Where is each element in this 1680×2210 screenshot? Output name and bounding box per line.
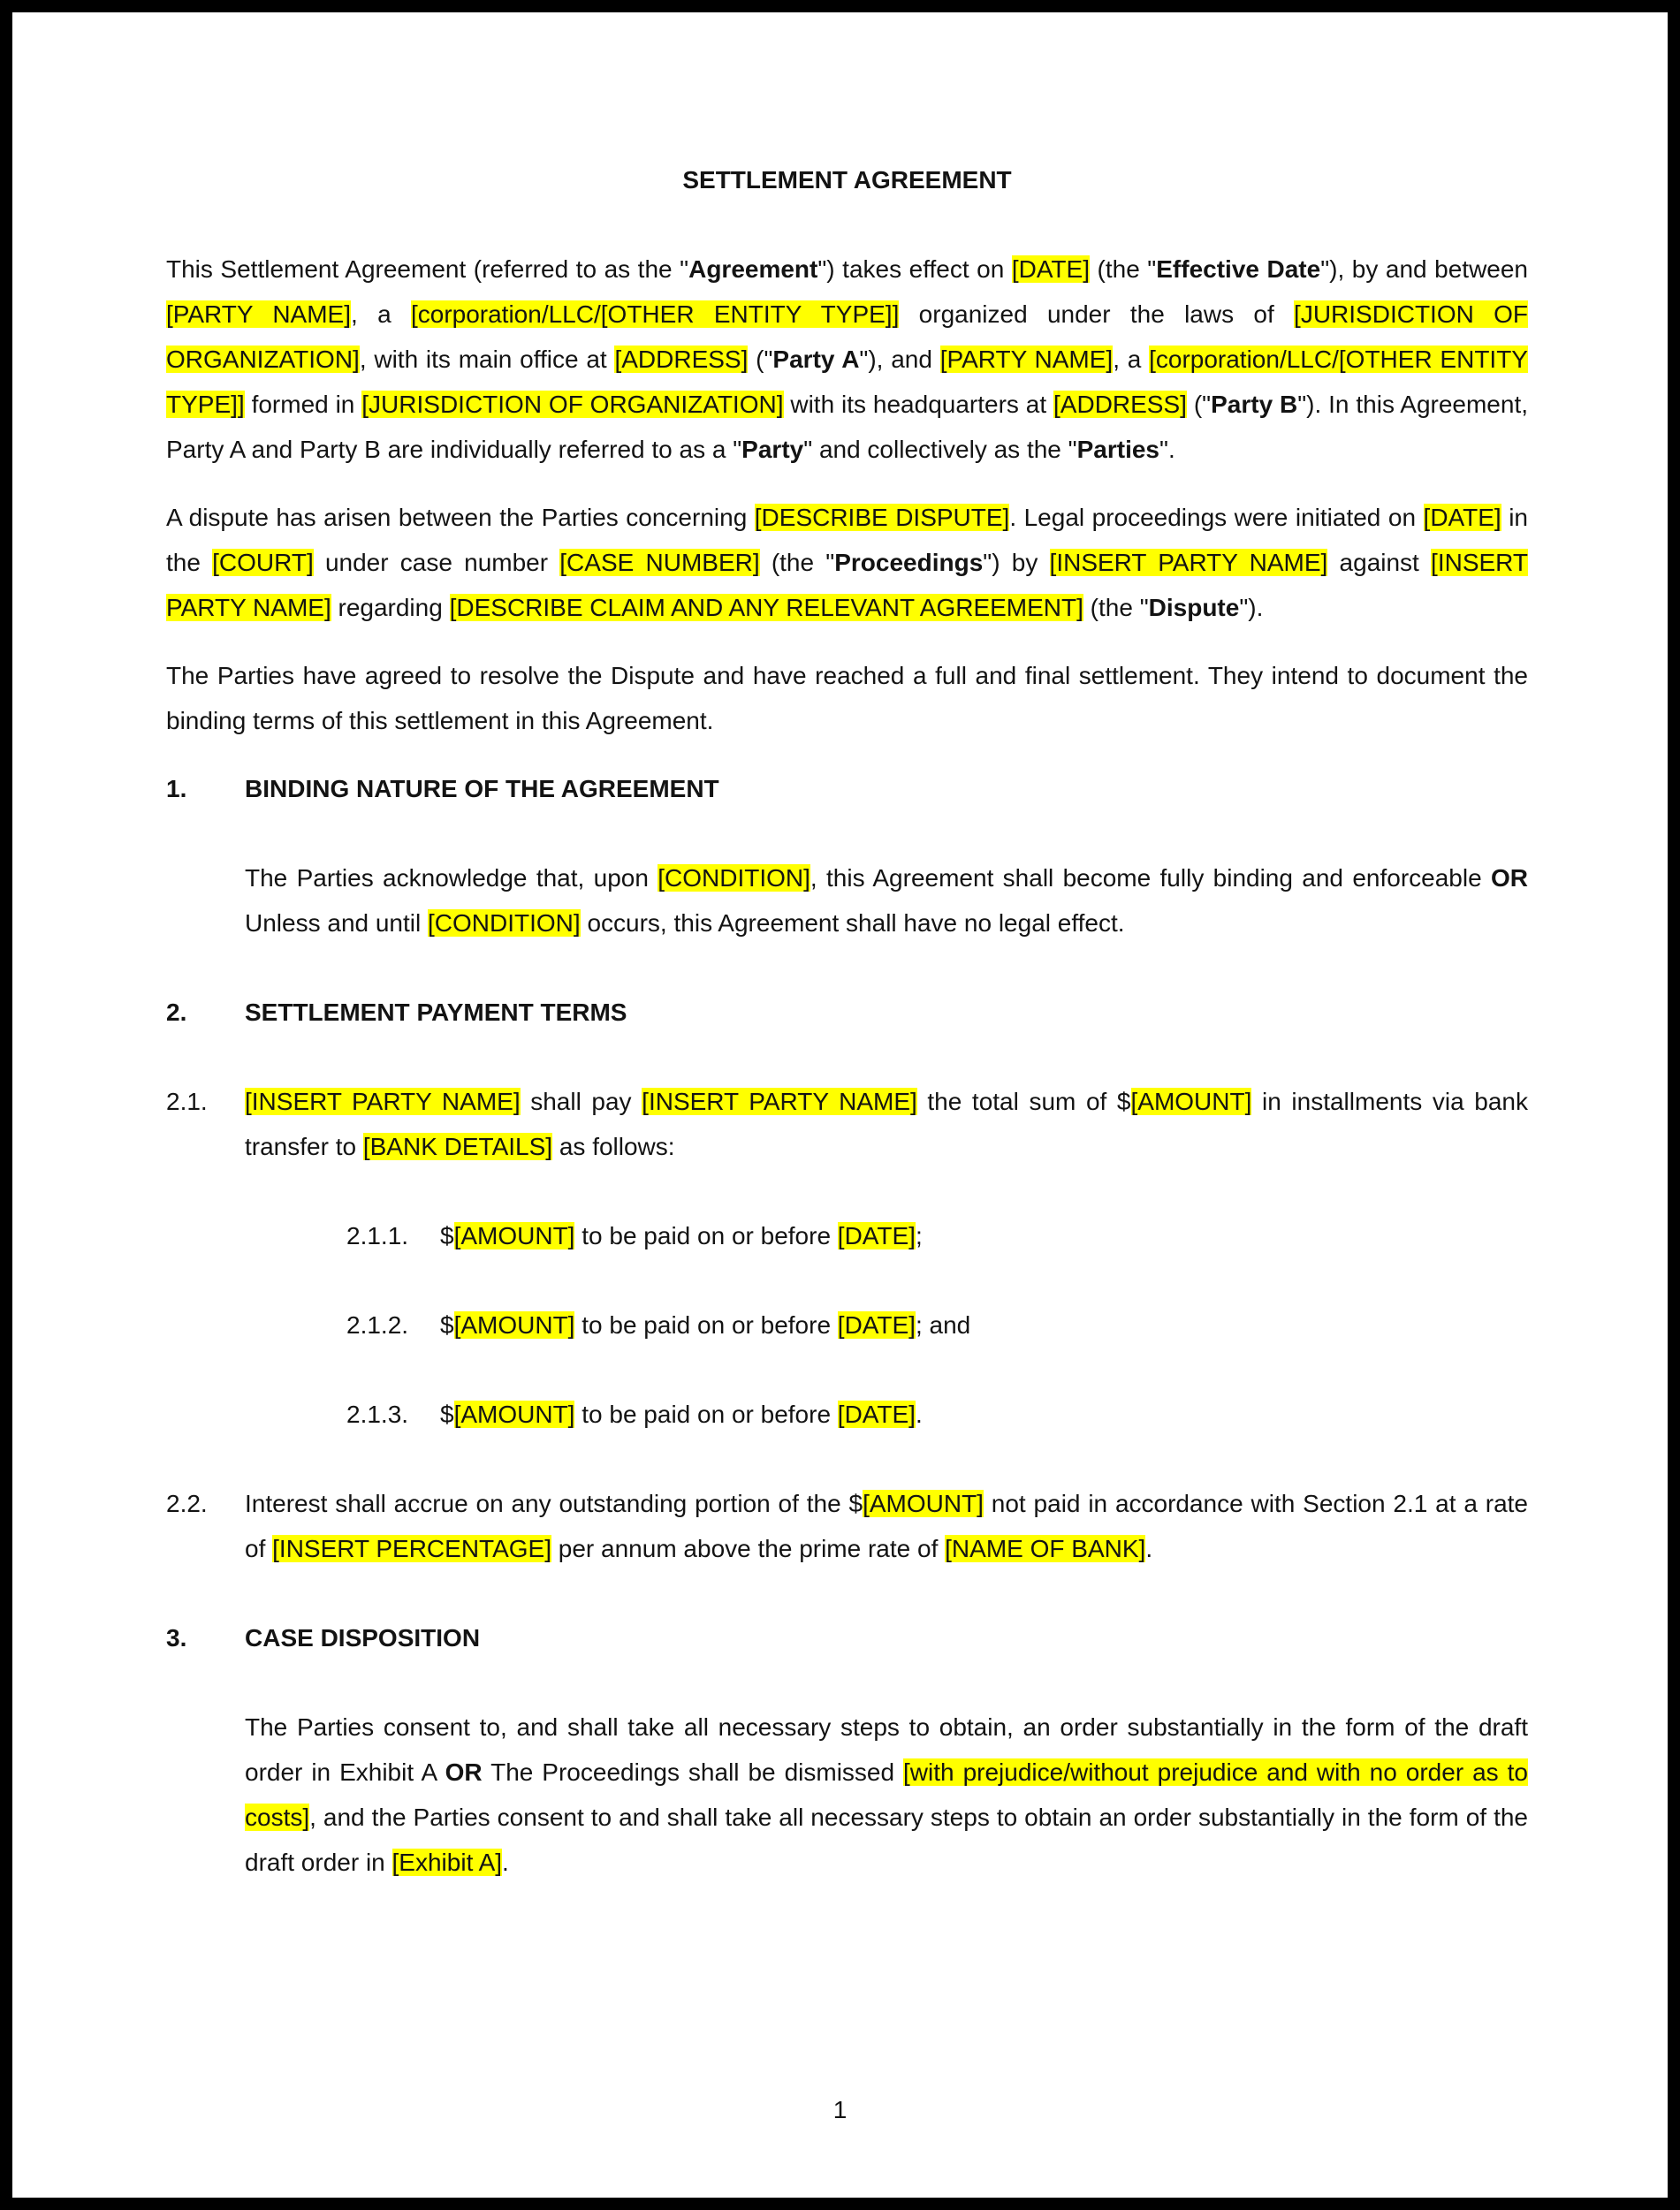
text-run: A dispute has arisen between the Parties concerning xyxy=(166,504,755,531)
text-run: (" xyxy=(1186,391,1212,418)
text-run: per annum above the prime rate of xyxy=(551,1535,946,1562)
section-2-title: SETTLEMENT PAYMENT TERMS xyxy=(245,999,627,1026)
clause-2-1-number: 2.1. xyxy=(166,1088,208,1115)
clause-2-1-2-text xyxy=(440,1302,1528,1348)
placeholder-highlight: [INSERT PARTY NAME] xyxy=(642,1088,917,1115)
text-run: ; and xyxy=(915,1311,971,1339)
clause-2-1-2-number: 2.1.2. xyxy=(346,1311,409,1339)
placeholder-highlight: [INSERT PARTY NAME] xyxy=(1049,549,1328,576)
placeholder-highlight: [PARTY NAME] xyxy=(166,300,352,328)
section-1-heading xyxy=(166,766,1528,811)
placeholder-highlight: [DATE] xyxy=(1423,504,1501,531)
resolution-paragraph xyxy=(166,653,1528,743)
text-run: Interest shall accrue on any outstanding portion of the $ xyxy=(245,1490,863,1517)
text-run: Effective Date xyxy=(1156,255,1321,283)
section-3-title: CASE DISPOSITION xyxy=(245,1624,481,1652)
section-1-title: BINDING NATURE OF THE AGREEMENT xyxy=(245,775,719,802)
placeholder-highlight: [AMOUNT] xyxy=(1130,1088,1252,1115)
text-run: Party B xyxy=(1211,391,1298,418)
text-run: under case number xyxy=(313,549,560,576)
placeholder-highlight: [Exhibit A] xyxy=(391,1849,503,1876)
section-3-heading xyxy=(166,1615,1528,1660)
text-run: "). In this Agreement, Party A and Party B are individually referred to as a " xyxy=(166,391,1529,463)
text-run: ") takes effect on xyxy=(817,255,1012,283)
text-run: , a xyxy=(1113,346,1150,373)
placeholder-highlight: [AMOUNT] xyxy=(863,1490,984,1517)
text-run: to be paid on or before xyxy=(574,1401,838,1428)
clause-2-1-2 xyxy=(346,1302,1528,1348)
clause-2-1 xyxy=(166,1079,1528,1169)
text-run: "), and xyxy=(859,346,940,373)
text-run: OR xyxy=(1490,864,1528,892)
intro-paragraph xyxy=(166,247,1528,472)
clause-2-1-text xyxy=(245,1079,1528,1169)
text-run: (the " xyxy=(1083,594,1149,621)
placeholder-highlight: [COURT] xyxy=(212,549,314,576)
text-run: "). xyxy=(1239,594,1264,621)
text-run: (the " xyxy=(1089,255,1157,283)
text-run: in installments via bank transfer to xyxy=(245,1088,1528,1160)
text-run: . xyxy=(915,1401,923,1428)
placeholder-highlight: [DESCRIBE CLAIM AND ANY RELEVANT AGREEMENT] xyxy=(449,594,1083,621)
section-2-number: 2. xyxy=(166,999,187,1026)
text-run: organized under the laws of xyxy=(899,300,1295,328)
placeholder-highlight: [AMOUNT] xyxy=(453,1311,575,1339)
text-run: Parties xyxy=(1076,436,1159,463)
text-run: , a xyxy=(351,300,411,328)
text-run: (" xyxy=(748,346,773,373)
placeholder-highlight: [CONDITION] xyxy=(658,864,810,892)
text-run: The Parties acknowledge that, upon xyxy=(245,864,658,892)
clause-2-2 xyxy=(166,1481,1528,1571)
placeholder-highlight: [CONDITION] xyxy=(428,909,581,937)
placeholder-highlight: [with prejudice/without prejudice and with no order as to costs] xyxy=(245,1758,1528,1831)
text-run: occurs, this Agreement shall have no legal effect. xyxy=(580,909,1125,937)
text-run: The Parties consent to, and shall take all necessary steps to obtain, an order substantially in the form of the draft order in Exhibit A xyxy=(245,1713,1528,1786)
text-run: shall pay xyxy=(520,1088,642,1115)
text-run: ") by xyxy=(983,549,1050,576)
placeholder-highlight: [ADDRESS] xyxy=(1053,391,1187,418)
section-3-body xyxy=(245,1705,1528,1885)
clause-2-2-number: 2.2. xyxy=(166,1490,208,1517)
text-run: "), by and between xyxy=(1320,255,1529,283)
placeholder-highlight: [INSERT PERCENTAGE] xyxy=(272,1535,551,1562)
section-1-body xyxy=(245,855,1528,946)
placeholder-highlight: [CASE NUMBER] xyxy=(559,549,760,576)
placeholder-highlight: [DATE] xyxy=(837,1401,916,1428)
text-run: against xyxy=(1327,549,1432,576)
clause-2-1-3-text xyxy=(440,1392,1528,1437)
placeholder-highlight: [DATE] xyxy=(837,1311,916,1339)
text-run: to be paid on or before xyxy=(574,1311,838,1339)
page-number: 1 xyxy=(832,2096,848,2123)
text-run: The Proceedings shall be dismissed xyxy=(482,1758,904,1786)
text-run: regarding xyxy=(331,594,450,621)
clause-2-2-text xyxy=(245,1481,1528,1571)
text-run: (the " xyxy=(759,549,835,576)
placeholder-highlight: [DESCRIBE DISPUTE] xyxy=(754,504,1010,531)
text-run: Dispute xyxy=(1148,594,1240,621)
placeholder-highlight: [DATE] xyxy=(837,1222,916,1249)
placeholder-highlight: [INSERT PARTY NAME] xyxy=(245,1088,521,1115)
text-run: The Parties have agreed to resolve the Dispute and have reached a full and final settlement. They intend to document the binding terms of this settlement in this Agreement. xyxy=(166,662,1528,734)
section-1-number: 1. xyxy=(166,775,187,802)
text-run: with its headquarters at xyxy=(783,391,1054,418)
text-run: Party A xyxy=(772,346,860,373)
document-content xyxy=(12,12,1668,1885)
placeholder-highlight: [JURISDICTION OF ORGANIZATION] xyxy=(361,391,784,418)
placeholder-highlight: [DATE] xyxy=(1011,255,1090,283)
clause-2-1-3 xyxy=(346,1392,1528,1437)
text-run: Proceedings xyxy=(834,549,984,576)
text-run: This Settlement Agreement (referred to as the " xyxy=(166,255,689,283)
text-run: in the xyxy=(166,504,1528,576)
text-run: , and the Parties consent to and shall take all necessary steps to obtain an order substantially in the form of the draft order in xyxy=(245,1804,1528,1876)
placeholder-highlight: [PARTY NAME] xyxy=(939,346,1114,373)
text-run: . xyxy=(1145,1535,1153,1562)
text-run: , this Agreement shall become fully binding and enforceable xyxy=(810,864,1491,892)
clause-2-1-1-text xyxy=(440,1213,1528,1258)
clause-2-1-1 xyxy=(346,1213,1528,1258)
section-2-heading xyxy=(166,990,1528,1035)
placeholder-highlight: [corporation/LLC/[OTHER ENTITY TYPE]] xyxy=(410,300,900,328)
text-run: Party xyxy=(741,436,804,463)
text-run: Agreement xyxy=(688,255,818,283)
text-run: . xyxy=(502,1849,509,1876)
placeholder-highlight: [JURISDICTION OF ORGANIZATION] xyxy=(166,300,1529,373)
text-run: $ xyxy=(440,1311,454,1339)
clause-2-1-1-number: 2.1.1. xyxy=(346,1222,409,1249)
text-run: $ xyxy=(440,1222,454,1249)
placeholder-highlight: [ADDRESS] xyxy=(614,346,749,373)
text-run: OR xyxy=(445,1758,483,1786)
text-run: ". xyxy=(1159,436,1175,463)
text-run: to be paid on or before xyxy=(574,1222,838,1249)
text-run: Unless and until xyxy=(245,909,429,937)
text-run: $ xyxy=(440,1401,454,1428)
text-run: , with its main office at xyxy=(359,346,615,373)
text-run: the total sum of $ xyxy=(916,1088,1131,1115)
placeholder-highlight: [NAME OF BANK] xyxy=(945,1535,1146,1562)
dispute-paragraph xyxy=(166,495,1528,630)
text-run: not paid in accordance with Section 2.1 at a rate of xyxy=(245,1490,1528,1562)
placeholder-highlight: [AMOUNT] xyxy=(453,1222,575,1249)
text-run: as follows: xyxy=(552,1133,675,1160)
text-run: formed in xyxy=(244,391,362,418)
clause-2-1-3-number: 2.1.3. xyxy=(346,1401,409,1428)
placeholder-highlight: [AMOUNT] xyxy=(453,1401,575,1428)
section-3-number: 3. xyxy=(166,1624,187,1652)
placeholder-highlight: [BANK DETAILS] xyxy=(362,1133,553,1160)
placeholder-highlight: [corporation/LLC/[OTHER ENTITY TYPE]] xyxy=(166,346,1528,418)
text-run: ; xyxy=(915,1222,923,1249)
text-run: . Legal proceedings were initiated on xyxy=(1009,504,1424,531)
document-title: SETTLEMENT AGREEMENT xyxy=(682,166,1012,194)
placeholder-highlight: [INSERT PARTY NAME] xyxy=(166,549,1528,621)
text-run: " and collectively as the " xyxy=(803,436,1077,463)
